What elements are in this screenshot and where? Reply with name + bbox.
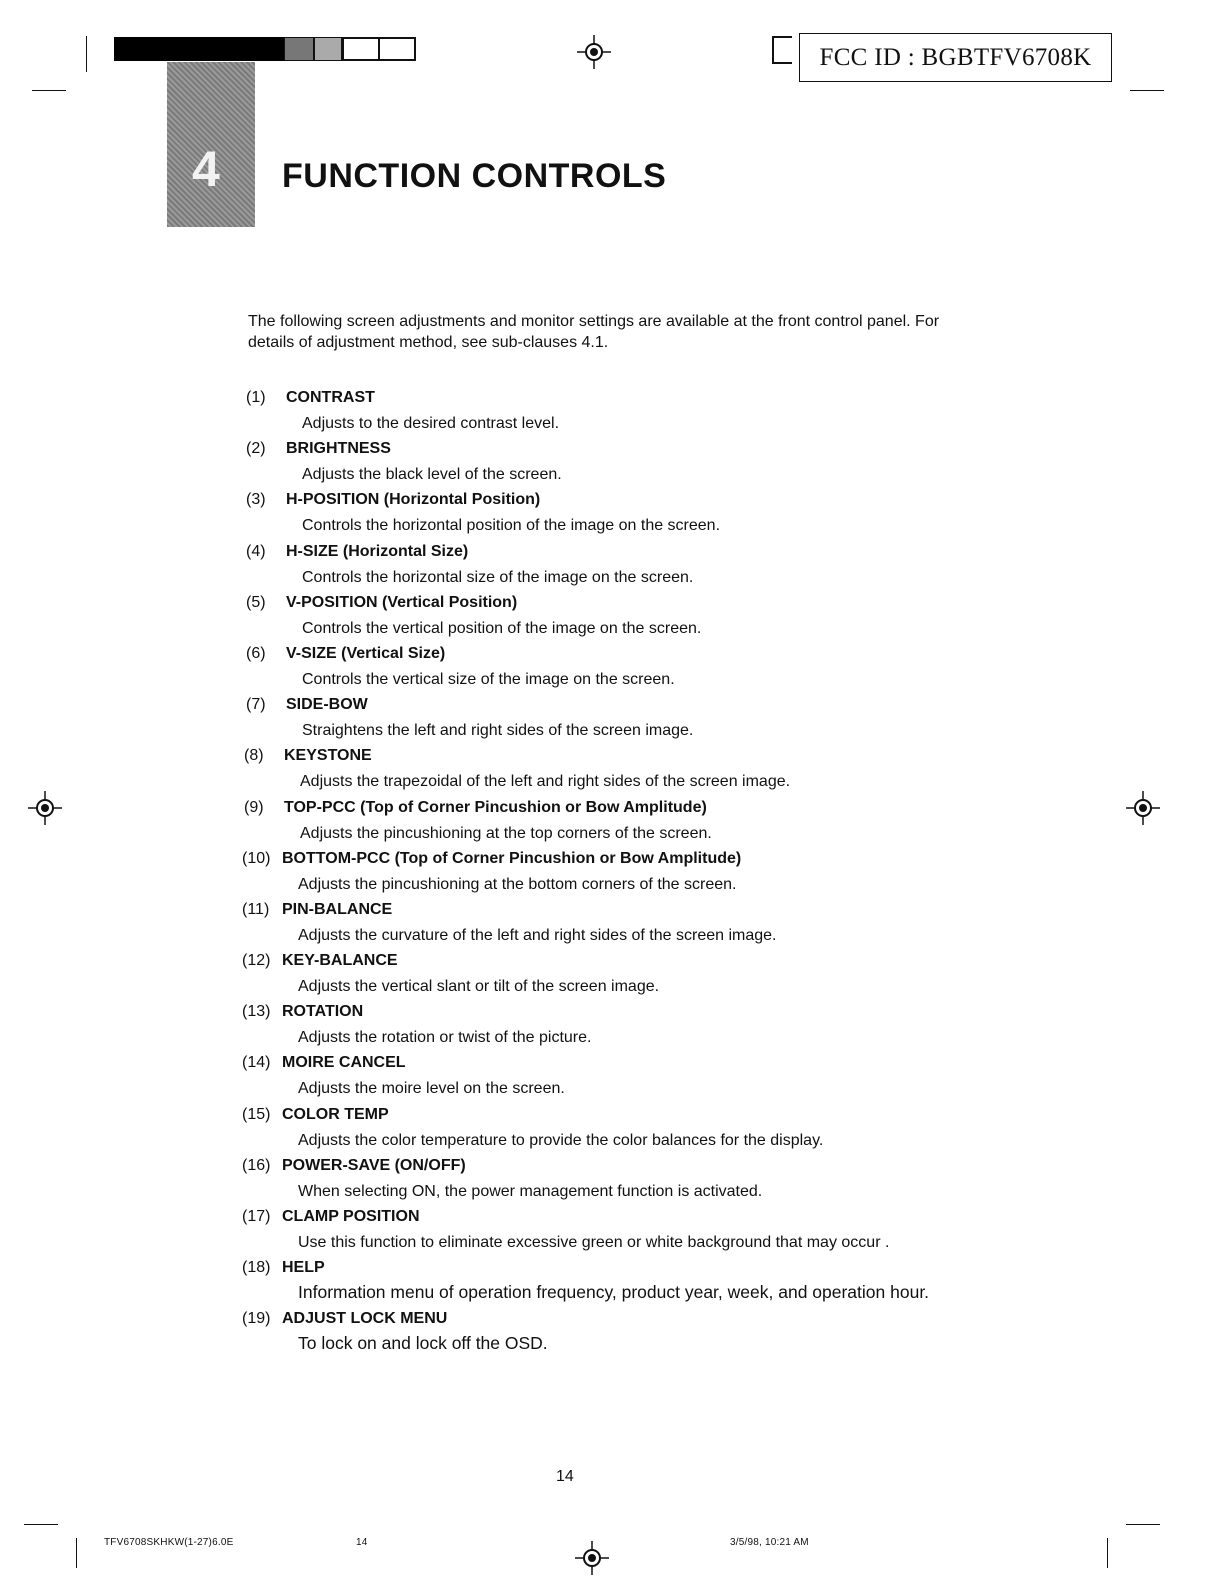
list-item bbox=[242, 847, 1002, 898]
function-description: Controls the vertical size of the image on the screen. bbox=[302, 670, 675, 688]
function-number: (12) bbox=[242, 952, 271, 970]
function-heading bbox=[246, 491, 540, 509]
function-number: (19) bbox=[242, 1310, 271, 1328]
function-number: (6) bbox=[246, 644, 266, 662]
function-number: (17) bbox=[242, 1208, 271, 1225]
list-item bbox=[242, 898, 1002, 949]
function-number: (15) bbox=[242, 1105, 271, 1123]
list-item bbox=[242, 1154, 1002, 1205]
fcc-id: FCC ID : BGBTFV6708K bbox=[819, 44, 1092, 71]
function-name: COLOR TEMP bbox=[282, 1105, 389, 1123]
function-description: Adjusts the color temperature to provide the color balances for the display. bbox=[298, 1131, 824, 1149]
function-number: (18) bbox=[242, 1259, 271, 1277]
function-number: (3) bbox=[246, 491, 266, 509]
function-heading bbox=[242, 1003, 363, 1021]
function-name: H-SIZE (Horizontal Size) bbox=[286, 542, 469, 560]
registration-target-icon bbox=[577, 35, 611, 69]
function-description: Use this function to eliminate excessive green or white background that may occur . bbox=[298, 1234, 890, 1251]
function-list bbox=[242, 386, 1002, 1359]
registration-target-icon bbox=[1126, 791, 1160, 825]
function-description: Information menu of operation frequency, product year, week, and operation hour. bbox=[298, 1282, 930, 1303]
function-description: Adjusts the trapezoidal of the left and right sides of the screen image. bbox=[300, 773, 791, 791]
crop-mark bbox=[1126, 1524, 1160, 1525]
function-heading bbox=[246, 389, 375, 407]
header-bar-solid bbox=[114, 37, 284, 61]
list-item bbox=[242, 949, 1002, 1000]
function-description: Adjusts the vertical slant or tilt of the screen image. bbox=[298, 978, 660, 996]
function-name: ROTATION bbox=[282, 1003, 364, 1021]
list-item bbox=[242, 744, 1002, 795]
function-name: POWER-SAVE (ON/OFF) bbox=[282, 1156, 466, 1174]
function-name: V-POSITION (Vertical Position) bbox=[286, 593, 518, 611]
function-description: Straightens the left and right sides of the screen image. bbox=[302, 722, 694, 740]
function-heading bbox=[242, 952, 398, 970]
list-item bbox=[242, 1205, 1002, 1256]
function-description: Adjusts to the desired contrast level. bbox=[302, 415, 560, 432]
function-name: HELP bbox=[282, 1259, 325, 1277]
function-description: Controls the horizontal size of the image on the screen. bbox=[302, 568, 694, 586]
function-number: (8) bbox=[244, 747, 264, 765]
crop-mark bbox=[86, 36, 87, 72]
function-description: Adjusts the pincushioning at the top corners of the screen. bbox=[300, 824, 712, 842]
function-number: (14) bbox=[242, 1054, 271, 1072]
function-heading bbox=[246, 594, 517, 612]
crop-mark bbox=[32, 90, 66, 91]
function-number: (10) bbox=[242, 849, 271, 867]
function-heading bbox=[246, 645, 445, 663]
function-description: To lock on and lock off the OSD. bbox=[298, 1333, 548, 1354]
function-heading bbox=[242, 1208, 420, 1226]
function-number: (7) bbox=[246, 696, 266, 714]
function-heading bbox=[242, 1310, 447, 1328]
function-description: Controls the horizontal position of the image on the screen. bbox=[302, 517, 721, 535]
function-heading bbox=[242, 901, 392, 919]
list-item bbox=[242, 437, 1002, 488]
function-name: BOTTOM-PCC (Top of Corner Pincushion or Bow Amplitude) bbox=[282, 849, 742, 867]
fcc-bracket bbox=[772, 36, 792, 64]
function-description: Adjusts the curvature of the left and right sides of the screen image. bbox=[298, 926, 777, 944]
function-heading bbox=[246, 440, 391, 458]
function-heading bbox=[244, 799, 707, 817]
list-item bbox=[242, 591, 1002, 642]
function-name: ADJUST LOCK MENU bbox=[282, 1310, 448, 1328]
list-item bbox=[242, 1307, 1002, 1358]
header-bar-block bbox=[284, 37, 314, 61]
header-bar-block bbox=[314, 37, 342, 61]
list-item bbox=[242, 796, 1002, 847]
function-description: Adjusts the rotation or twist of the picture. bbox=[298, 1029, 592, 1047]
function-number: (5) bbox=[246, 593, 266, 611]
list-item bbox=[242, 642, 1002, 693]
function-heading bbox=[242, 1259, 325, 1277]
list-item bbox=[242, 386, 1002, 437]
page-title: FUNCTION CONTROLS bbox=[282, 157, 667, 195]
list-item bbox=[242, 1103, 1002, 1154]
function-name: KEYSTONE bbox=[284, 747, 372, 765]
function-name: CONTRAST bbox=[286, 389, 375, 406]
function-number: (2) bbox=[246, 440, 266, 458]
function-number: (11) bbox=[242, 900, 270, 918]
function-description: When selecting ON, the power management function is activated. bbox=[298, 1182, 763, 1200]
crop-mark bbox=[24, 1524, 58, 1525]
function-heading bbox=[242, 850, 741, 868]
function-name: MOIRE CANCEL bbox=[282, 1054, 406, 1072]
function-heading bbox=[246, 696, 368, 714]
function-heading bbox=[244, 747, 372, 765]
footer-page: 14 bbox=[356, 1537, 368, 1548]
function-name: KEY-BALANCE bbox=[282, 952, 398, 970]
function-name: H-POSITION (Horizontal Position) bbox=[286, 491, 541, 509]
function-heading bbox=[242, 1054, 406, 1072]
header-bar-block bbox=[342, 37, 380, 61]
function-description: Adjusts the black level of the screen. bbox=[302, 466, 562, 484]
function-heading bbox=[246, 543, 468, 561]
function-name: V-SIZE (Vertical Size) bbox=[286, 644, 446, 662]
header-bar bbox=[114, 37, 418, 61]
list-item bbox=[242, 693, 1002, 744]
list-item bbox=[242, 1051, 1002, 1102]
function-heading bbox=[242, 1106, 389, 1124]
function-description: Adjusts the moire level on the screen. bbox=[298, 1080, 565, 1098]
page-number: 14 bbox=[556, 1468, 574, 1485]
header-bar-block bbox=[378, 37, 416, 61]
footer-doc-code: TFV6708SKHKW(1-27)6.0E bbox=[104, 1537, 234, 1548]
list-item bbox=[242, 488, 1002, 539]
crop-mark bbox=[1107, 1538, 1108, 1568]
list-item bbox=[242, 1000, 1002, 1051]
chapter-number: 4 bbox=[192, 141, 220, 197]
fcc-id-box bbox=[799, 33, 1112, 82]
function-number: (9) bbox=[244, 798, 264, 816]
intro-paragraph: The following screen adjustments and monitor settings are available at the front control panel. For details of adjustment method, see sub-clauses 4.1. bbox=[248, 313, 940, 351]
function-name: SIDE-BOW bbox=[286, 696, 368, 714]
function-name: TOP-PCC (Top of Corner Pincushion or Bow Amplitude) bbox=[284, 798, 707, 816]
function-number: (13) bbox=[242, 1003, 271, 1021]
crop-mark bbox=[76, 1538, 77, 1568]
crop-mark bbox=[1130, 90, 1164, 91]
function-number: (16) bbox=[242, 1156, 271, 1174]
function-number: (4) bbox=[246, 542, 266, 560]
function-number: (1) bbox=[246, 389, 266, 406]
function-description: Controls the vertical position of the image on the screen. bbox=[302, 619, 702, 637]
footer-timestamp: 3/5/98, 10:21 AM bbox=[730, 1537, 809, 1548]
function-name: BRIGHTNESS bbox=[286, 440, 391, 458]
function-name: PIN-BALANCE bbox=[282, 900, 393, 918]
function-heading bbox=[242, 1157, 466, 1175]
function-description: Adjusts the pincushioning at the bottom corners of the screen. bbox=[298, 875, 737, 893]
list-item bbox=[242, 540, 1002, 591]
list-item bbox=[242, 1256, 1002, 1307]
registration-target-icon bbox=[28, 791, 62, 825]
function-name: CLAMP POSITION bbox=[282, 1208, 420, 1225]
registration-target-icon bbox=[575, 1541, 609, 1575]
